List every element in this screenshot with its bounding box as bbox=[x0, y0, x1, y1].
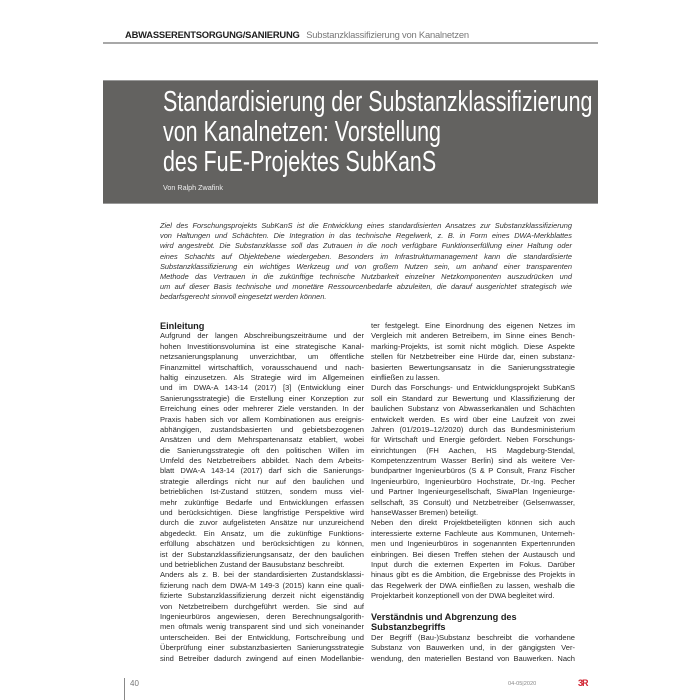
body-text-line: unterscheiden. Bei der Entwicklung, Fortschreibung und bbox=[160, 632, 364, 642]
footer-bar bbox=[124, 678, 125, 700]
body-text-line: Aufgrund der langen Abschreibungszeiträume und der bbox=[160, 331, 364, 341]
byline: Von Ralph Zwafink bbox=[163, 183, 223, 192]
body-text-line: Vergleich mit anderen Betreibern, im Sinne eines Bench- bbox=[371, 331, 575, 341]
abstract-line: Methode das Vertrauen in die zukünftige technische Nutzbarkeit einzelner Netzkomponenten auszudrücken und bbox=[160, 271, 572, 281]
body-text-line: Ingenieurbüro, Ingenieurbüro Hochstrate, Dr.-Ing. Pecher bbox=[371, 476, 575, 486]
abstract bbox=[160, 221, 572, 303]
body-text-line: marking-Projekts, ist somit nicht möglich. Diese Aspekte bbox=[371, 341, 575, 351]
body-text-line: strategie allerdings nicht nur auf den baulichen und bbox=[160, 476, 364, 486]
body-text-line: stellen für Netzbetreiber eine Hürde dar, einen substanz- bbox=[371, 352, 575, 362]
body-text-line: sind Betreiber dadurch zwingend auf einen Modellanbie- bbox=[160, 653, 364, 663]
body-text-line: fizierte Substanzklassifizierung derzeit nicht eigenständig bbox=[160, 591, 364, 601]
body-text-line: abgedeckt. Ein Ansatz, um die zukünftige Funktions- bbox=[160, 528, 364, 538]
body-text-line: Substanz von Bauwerken und, in der gängigsten Ver- bbox=[371, 643, 575, 653]
body-text-line: Durch das Forschungs- und Entwicklungsprojekt SubKanS bbox=[371, 383, 575, 393]
body-text-line: Input durch die externen Experten im Fokus. Darüber bbox=[371, 559, 575, 569]
body-text-line: ter festgelegt. Eine Einordnung des eigenen Netzes im bbox=[371, 321, 575, 330]
body-column-left bbox=[160, 321, 364, 664]
body-text-line: men und Ingenieurbüros in sogenannten Expertenrunden bbox=[371, 539, 575, 549]
body-text-line: baulichen Substanz von Abwasserkanälen und Schächten bbox=[371, 404, 575, 414]
title-banner bbox=[103, 80, 598, 204]
body-text-line: Sanierungsstrategie) die Erstellung einer Konzeption zur bbox=[160, 393, 364, 403]
body-text-line: und Partner Ingenieurgesellschaft, SiwaPlan Ingenieurge- bbox=[371, 487, 575, 497]
body-text-line: Umfeld des Netzbetreibers abbildet. Nach dem Arbeits- bbox=[160, 456, 364, 466]
section-heading: Verständnis und Abgrenzung des bbox=[371, 611, 517, 622]
page-number: 40 bbox=[130, 679, 139, 688]
body-text-line: bundpartner Ingenieurbüros (S & P Consult, Franz Fischer bbox=[371, 466, 575, 476]
body-text-line: das Regelwerk der DWA einfließen zu lassen, weshalb die bbox=[371, 580, 575, 590]
body-text-line: Ansätzen und dem Mehrspartenansatz etabliert, wobei bbox=[160, 435, 364, 445]
body-text-line: betrieblichen Ist-Zustand stützen, sondern muss viel- bbox=[160, 487, 364, 497]
body-text-line: sellschaft, 3S Consult) und Netzbetreiber (Gelsenwasser, bbox=[371, 497, 575, 507]
section-label: ABWASSERENTSORGUNG/SANIERUNG bbox=[125, 29, 300, 40]
article-title bbox=[163, 87, 592, 177]
body-text-line: einrichtungen (FH Aachen, HS Magdeburg-Stendal, bbox=[371, 445, 575, 455]
body-text-line: die Sanierungsstrategie oft den politischen Willen im bbox=[160, 445, 364, 455]
abstract-line: Ziel des Forschungsprojekts SubKanS ist die Entwicklung eines standardisierten Ansatzes zur Substanzklassifizierung bbox=[160, 221, 572, 230]
body-text-line: haltig einzusetzen. Als Strategie wird im Allgemeinen bbox=[160, 372, 364, 382]
body-text-line: Kompetenzzentrum Wasser Berlin) sind als weitere Ver- bbox=[371, 456, 575, 466]
title-line: des FuE-Projektes SubKanS bbox=[163, 146, 437, 178]
body-text-line: Ingenieurbüros angewiesen, deren Berechnungsalgorith- bbox=[160, 611, 364, 621]
body-text-line: Überprüfung einer substanzbasierten Sanierungsstrategie bbox=[160, 643, 364, 653]
body-text-line: ist der Substanzklassifizierungsansatz, der den baulichen bbox=[160, 549, 364, 559]
body-text-line: und berücksichtigen. Diese langfristige Perspektive wird bbox=[160, 508, 364, 518]
body-text-line: hanseWasser Bremen) beteiligt. bbox=[371, 508, 479, 518]
title-line: von Kanalnetzen: Vorstellung bbox=[163, 116, 441, 148]
running-header bbox=[125, 29, 469, 40]
abstract-line: von Haltungen und Schächten. Die Integration in das technische Regelwerk, z. B. in Form eines DWA-Merkblattes bbox=[160, 231, 572, 241]
body-text-line: men oftmals wenig transparent sind und sich voneinander bbox=[160, 622, 364, 632]
paragraph-gap bbox=[371, 602, 575, 612]
body-text-line: einfließen zu lassen. bbox=[371, 372, 440, 382]
header-rule bbox=[103, 42, 598, 44]
body-text-line: basierten Bewertungsansatz in die Sanierungsstrategie bbox=[371, 362, 575, 372]
abstract-line: eines Schachts auf Objektebene wiedergeben. Besonders im Infrastrukturmanagement kann die standardisierte bbox=[160, 251, 572, 261]
body-text-line: Neben den direkt Projektbeteiligten können sich auch bbox=[371, 518, 575, 528]
body-text-line: Jahren (01/2019–12/2020) durch das Bundesministerium bbox=[371, 424, 575, 434]
body-text-line: einbringen. Bei diesen Treffen stehen der Austausch und bbox=[371, 549, 575, 559]
body-text-line: Erreichung eines oder mehrerer Ziele verstanden. In der bbox=[160, 404, 364, 414]
body-text-line: Der Begriff (Bau-)Substanz beschreibt die vorhandene bbox=[371, 632, 575, 642]
body-text-line: und im DWA-A 143-14 (2017) [3] (Entwicklung einer bbox=[160, 383, 364, 393]
body-text-line: und betrieblichen Zustand der Bausubstanz beschreibt. bbox=[160, 559, 345, 569]
section-heading: Substanzbegriffs bbox=[371, 622, 446, 633]
body-text-line: netzsanierungsplanung unverzichtbar, um öffentliche bbox=[160, 352, 364, 362]
topic-label: Substanzklassifizierung von Kanalnetzen bbox=[306, 29, 469, 40]
body-text-line: erfüllung abschätzen und berücksichtigen zu können, bbox=[160, 539, 364, 549]
body-text-line: entwickelt werden. Es wird über eine Laufzeit von zwei bbox=[371, 414, 575, 424]
body-text-line: hinaus gibt es die Ambition, die Ergebnisse des Projekts in bbox=[371, 570, 575, 580]
abstract-line: um auf dieser Basis technische und monetäre Ressourcenbedarfe abzuleiten, die darauf ausgerichtet strategisch wie bbox=[160, 282, 572, 292]
body-text-line: hohen Investitionsvolumina ist eine strategische Kanal- bbox=[160, 341, 364, 351]
abstract-line: wird angestrebt. Die Substanzklasse soll das Zutrauen in die noch verfügbare Funktionserfüllung einer Haltung oder bbox=[160, 241, 572, 251]
body-text-line: durch die zuvor aufgelisteten Ansätze nur unzureichend bbox=[160, 518, 364, 528]
body-text-line: mehr zukünftige Bedarfe und Entwicklungen erfassen bbox=[160, 497, 364, 507]
abstract-line: Substanzklassifizierung ein wichtiges Werkzeug und von großem Nutzen sein, um anhand einer transparenten bbox=[160, 261, 572, 271]
body-text-line: interessierte externe Fachleute aus Kommunen, Unterneh- bbox=[371, 528, 575, 538]
title-line: Standardisierung der Substanzklassifizierung bbox=[163, 86, 593, 118]
body-text-line: blatt DWA-A 143-14 (2017) darf sich die Sanierungs- bbox=[160, 466, 364, 476]
body-text-line: Praxis haben sich vor allem Kombinationen aus ereignis- bbox=[160, 414, 364, 424]
body-text-line: für Wirtschaft und Energie gefördert. Neben Forschungs- bbox=[371, 435, 575, 445]
body-text-line: abhängigen, zustandsbasierten und gebietsbezogenen bbox=[160, 424, 364, 434]
body-text-line: wendung, den materiellen Bestand von Bauwerken. Nach bbox=[371, 653, 575, 663]
body-text-line: fizierung nach dem DWA-M 149-3 (2015) kann eine quali- bbox=[160, 580, 364, 590]
section-heading: Einleitung bbox=[160, 321, 205, 331]
body-text-line: soll ein Standard zur Bewertung und Klassifizierung der bbox=[371, 393, 575, 403]
body-text-line: von Netzbetreibern durchgeführt werden. Sie sind auf bbox=[160, 601, 364, 611]
magazine-logo: 3R bbox=[578, 678, 588, 688]
abstract-line: bedarfsgerecht sinnvoll eingesetzt werden können. bbox=[160, 292, 327, 302]
issue-label: 04-05|2020 bbox=[508, 681, 537, 687]
body-column-right bbox=[371, 321, 575, 664]
body-text-line: Finanzmittel wirtschaftlich, vorausschauend und nach- bbox=[160, 362, 364, 372]
body-text-line: Projektarbeit konzeptionell von der DWA begleitet wird. bbox=[371, 591, 555, 601]
body-text-line: Anders als z. B. bei der standardisierten Zustandsklassi- bbox=[160, 570, 364, 580]
